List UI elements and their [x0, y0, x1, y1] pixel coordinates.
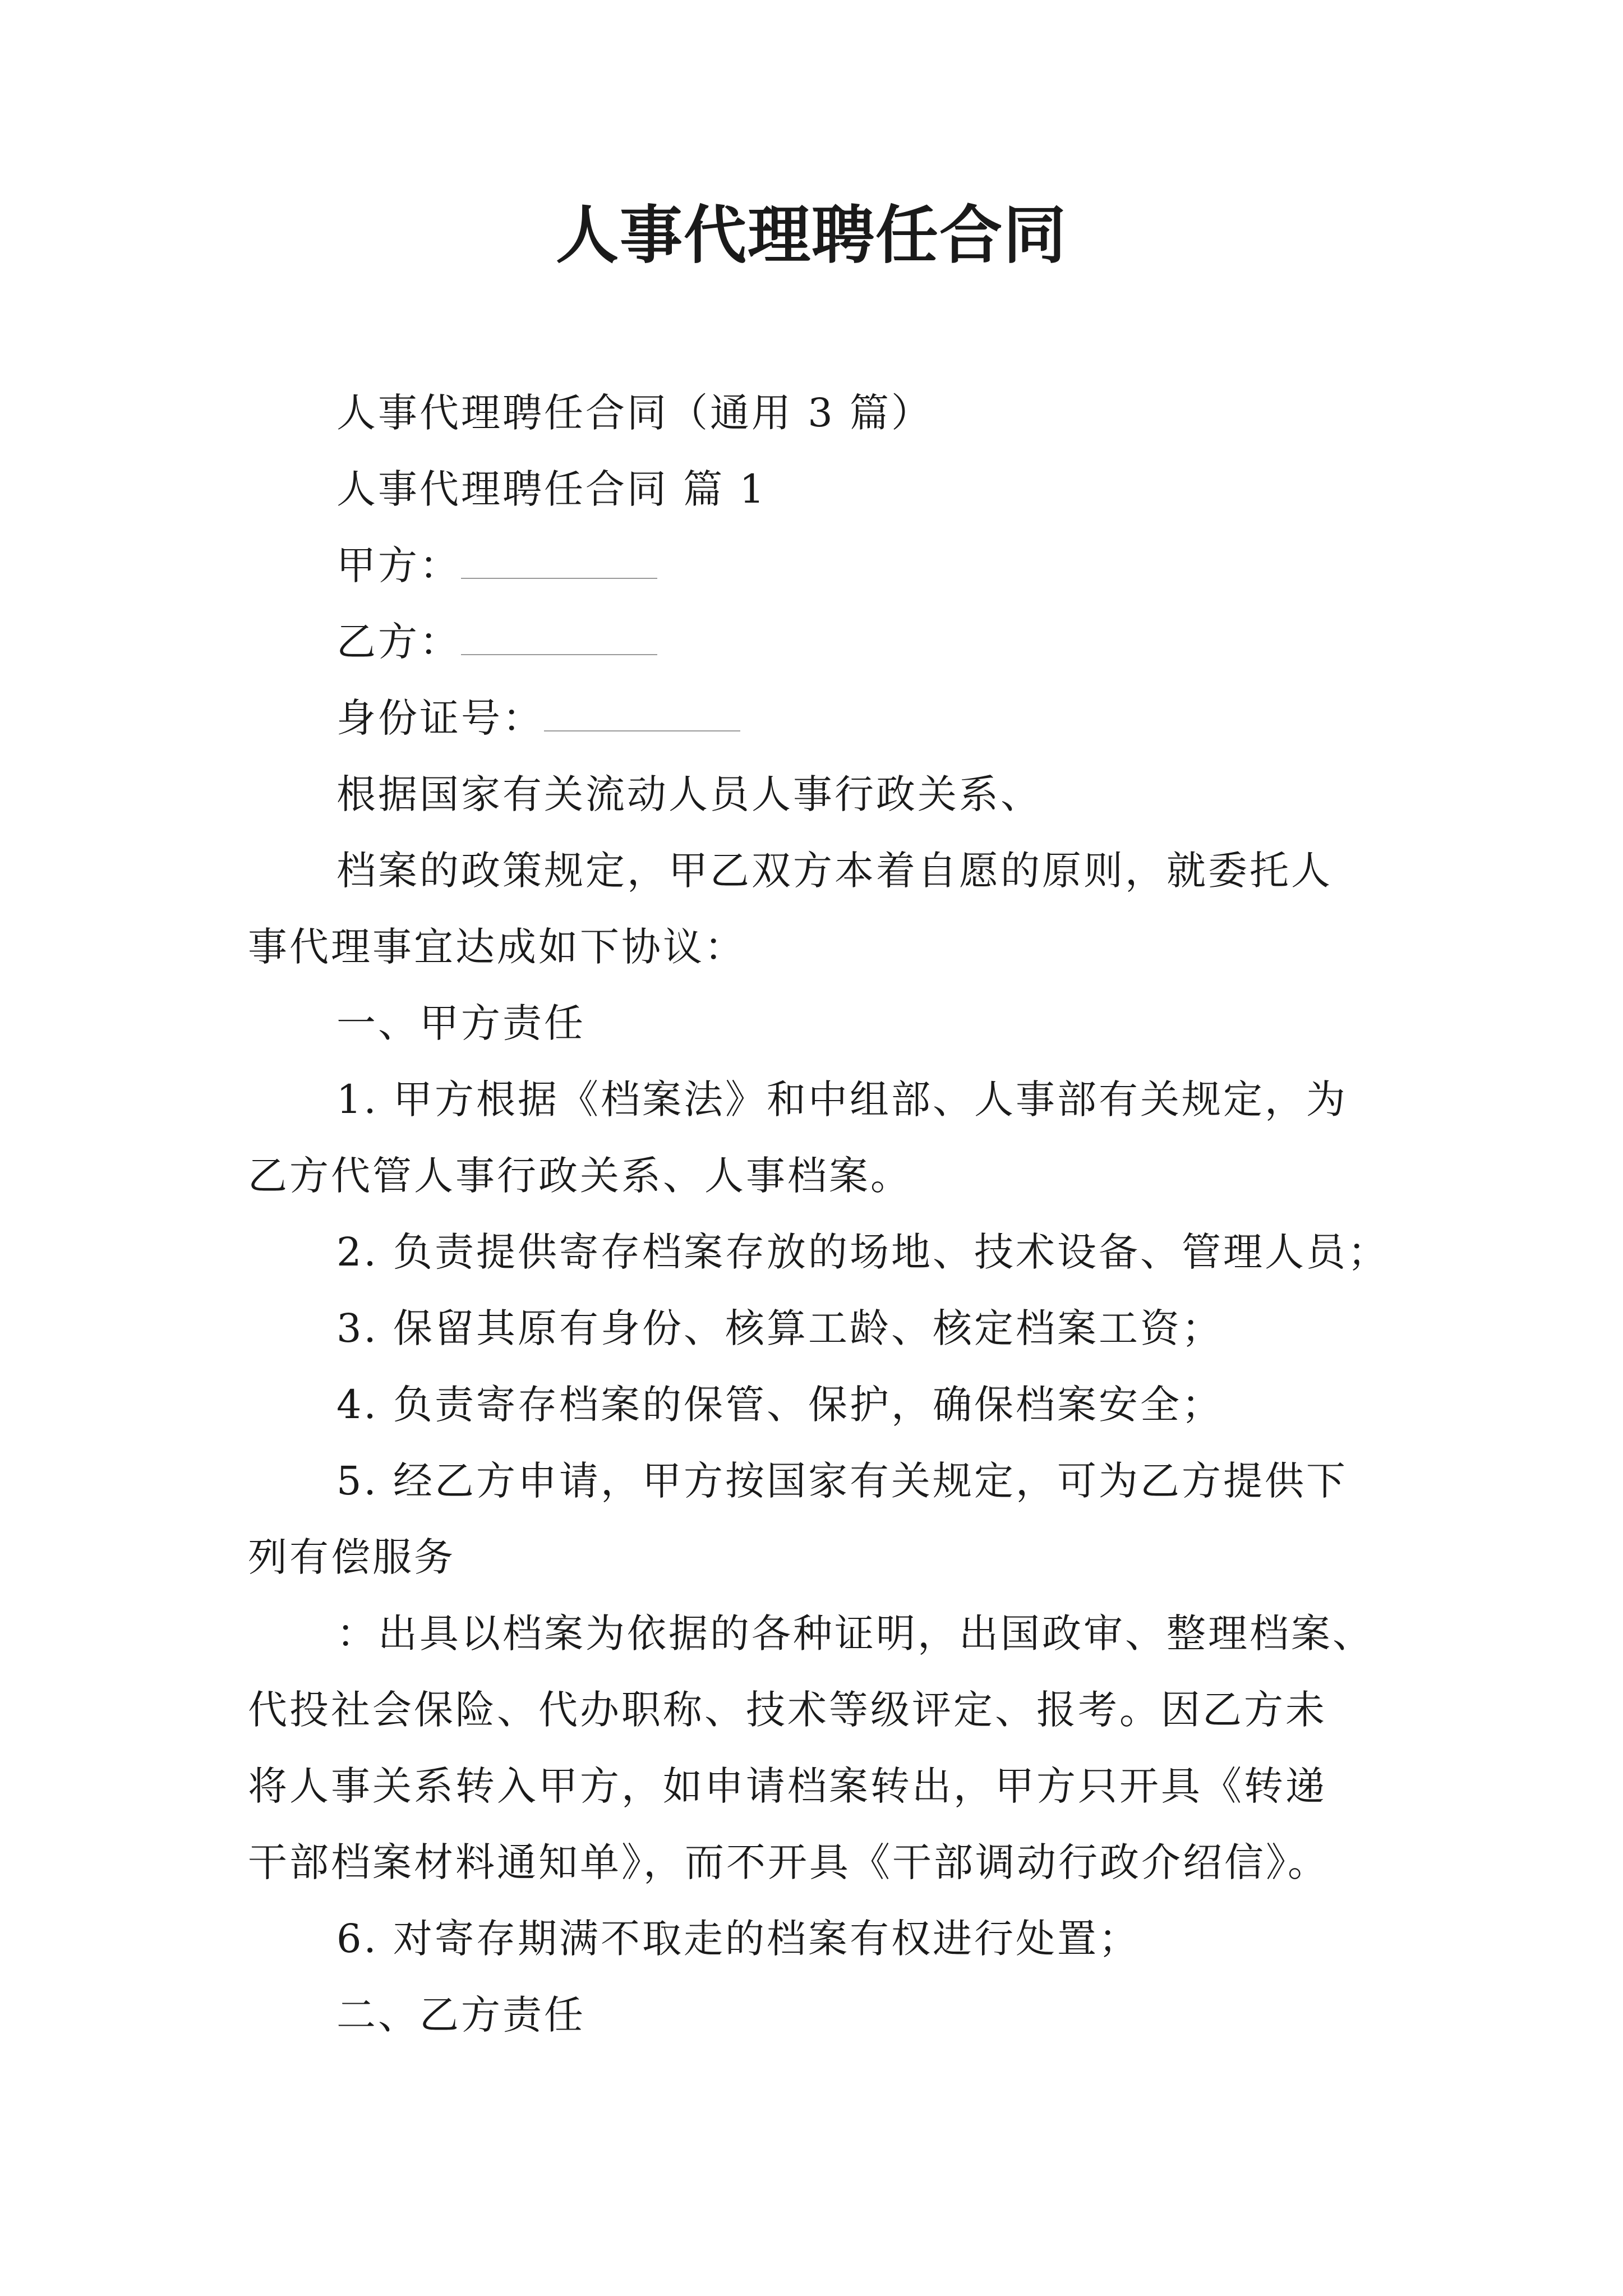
paragraph-line: 乙方代管人事行政关系、人事档案。	[248, 1153, 912, 1199]
document-body	[248, 375, 1403, 2053]
party-b-blank	[461, 620, 657, 655]
party-b-label: 乙方：	[336, 619, 461, 665]
paragraph-line: 2. 负责提供寄存档案存放的场地、技术设备、管理人员；	[336, 1229, 1390, 1275]
paragraph-line: 4. 负责寄存档案的保管、保护，确保档案安全；	[336, 1382, 1224, 1428]
paragraph-line: 1. 甲方根据《档案法》和中组部、人事部有关规定，为	[336, 1076, 1348, 1122]
party-a-blank	[461, 544, 657, 579]
id-number-line	[248, 680, 1403, 756]
paragraph-line: 列有偿服务	[248, 1534, 455, 1580]
paragraph-line: 干部档案材料通知单》，而不开具《干部调动行政介绍信》。	[248, 1839, 1329, 1885]
paragraph-line: 根据国家有关流动人员人事行政关系、	[336, 771, 1042, 817]
document-title: 人事代理聘任合同	[556, 199, 1067, 272]
party-b-line	[248, 604, 1403, 680]
paragraph-line: 档案的政策规定，甲乙双方本着自愿的原则，就委托人	[336, 848, 1332, 894]
paragraph-line: 5. 经乙方申请，甲方按国家有关规定，可为乙方提供下	[336, 1458, 1348, 1504]
paragraph-line: 事代理事宜达成如下协议：	[248, 924, 746, 970]
id-number-blank	[544, 697, 740, 731]
document-subtitle: 人事代理聘任合同（通用 3 篇）	[336, 390, 933, 436]
section-heading: 人事代理聘任合同 篇 1	[336, 466, 767, 512]
paragraph-line: ：出具以档案为依据的各种证明，出国政审、整理档案、	[336, 1611, 1374, 1657]
section-heading-party-b: 二、乙方责任	[336, 1992, 585, 2038]
party-a-label: 甲方：	[336, 542, 461, 588]
paragraph-line: 6. 对寄存期满不取走的档案有权进行处置；	[336, 1916, 1141, 1962]
id-number-label: 身份证号：	[336, 695, 544, 741]
party-a-line	[248, 527, 1403, 604]
paragraph-line: 3. 保留其原有身份、核算工龄、核定档案工资；	[336, 1305, 1224, 1351]
section-heading-party-a: 一、甲方责任	[336, 1000, 585, 1046]
paragraph-line: 将人事关系转入甲方，如申请档案转出，甲方只开具《转递	[248, 1763, 1327, 1809]
paragraph-line: 代投社会保险、代办职称、技术等级评定、报考。因乙方未	[248, 1687, 1327, 1733]
